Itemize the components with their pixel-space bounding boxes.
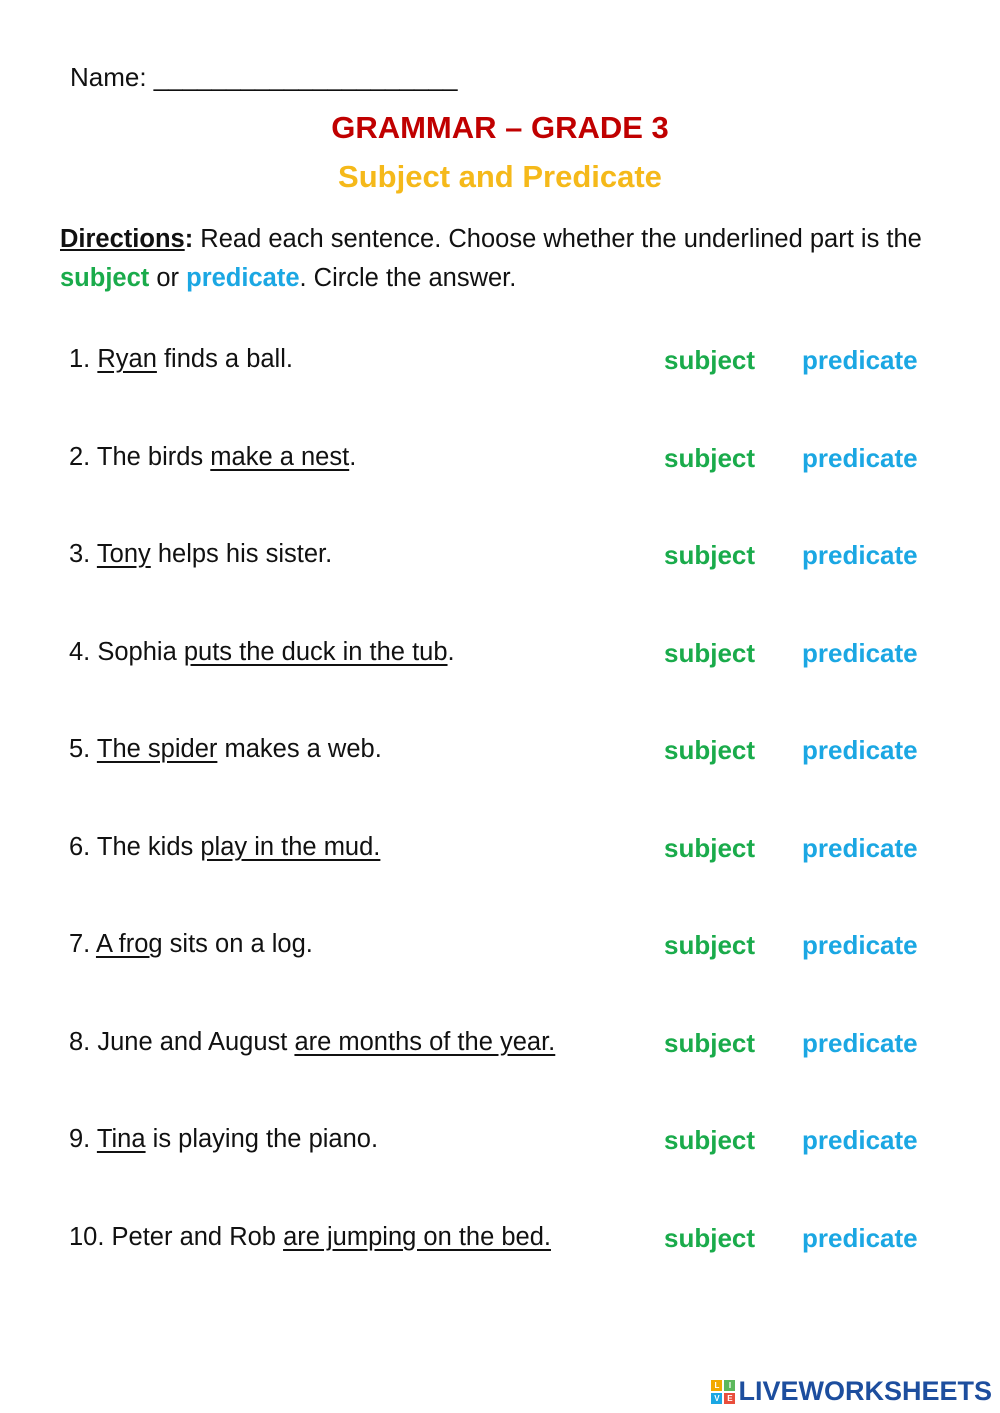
question-sentence xyxy=(69,540,332,569)
underlined-part: Tony xyxy=(96,540,151,568)
predicate-option[interactable]: predicate xyxy=(802,1223,918,1253)
predicate-option[interactable]: predicate xyxy=(802,833,918,863)
sentence-start: 2. The birds xyxy=(69,443,211,471)
question-row xyxy=(0,833,1000,873)
sentence-start: 7. xyxy=(69,930,96,958)
question-row xyxy=(0,1223,1000,1263)
sentence-end: finds a ball. xyxy=(156,345,293,373)
sentence-start: 4. Sophia xyxy=(69,638,184,666)
question-sentence xyxy=(69,1125,378,1154)
question-sentence xyxy=(69,930,313,959)
underlined-part: Tina xyxy=(96,1125,146,1153)
question-sentence xyxy=(69,443,356,472)
underlined-part: puts the duck in the tub xyxy=(183,638,448,666)
sentence-end: helps his sister. xyxy=(150,540,333,568)
question-sentence xyxy=(69,1223,551,1252)
directions-text-2: . Circle the answer. xyxy=(299,264,517,292)
sentence-start: 6. The kids xyxy=(69,833,201,861)
directions xyxy=(60,220,960,298)
subject-option[interactable]: subject xyxy=(664,930,756,960)
logo-icon xyxy=(711,1380,735,1404)
question-sentence xyxy=(69,1028,555,1057)
sentence-start: 3. xyxy=(69,540,97,568)
question-row xyxy=(0,345,1000,385)
underlined-part: The spider xyxy=(96,735,218,763)
question-row xyxy=(0,1028,1000,1068)
predicate-option[interactable]: predicate xyxy=(802,1125,918,1155)
sentence-start: 8. June and August xyxy=(69,1028,295,1056)
predicate-option[interactable]: predicate xyxy=(802,1028,918,1058)
sentence-start: 1. xyxy=(69,345,98,373)
directions-text-1: Read each sentence. Choose whether the underlined part is the xyxy=(193,225,922,253)
question-row xyxy=(0,540,1000,580)
sentence-end: . xyxy=(349,443,357,471)
directions-colon: : xyxy=(184,225,194,253)
directions-subject-word: subject xyxy=(60,264,150,292)
sentence-start: 9. xyxy=(69,1125,97,1153)
logo-letter: I xyxy=(724,1380,735,1391)
sentence-start: 10. Peter and Rob xyxy=(69,1223,284,1251)
sentence-end: sits on a log. xyxy=(162,930,313,958)
logo-text: LIVEWORKSHEETS xyxy=(738,1376,992,1406)
logo-letter: L xyxy=(711,1380,722,1391)
subject-option[interactable]: subject xyxy=(664,1223,756,1253)
liveworksheets-logo xyxy=(711,1376,992,1407)
predicate-option[interactable]: predicate xyxy=(802,638,918,668)
predicate-option[interactable]: predicate xyxy=(802,345,918,375)
question-row xyxy=(0,930,1000,970)
underlined-part: play in the mud. xyxy=(200,833,381,861)
sentence-start: 5. xyxy=(69,735,97,763)
subject-option[interactable]: subject xyxy=(664,540,756,570)
question-sentence xyxy=(69,638,455,667)
question-row xyxy=(0,735,1000,775)
predicate-option[interactable]: predicate xyxy=(802,443,918,473)
underlined-part: make a nest xyxy=(210,443,350,471)
worksheet-title: GRAMMAR – GRADE 3 xyxy=(331,110,669,145)
name-field: Name: _____________________ xyxy=(70,62,458,92)
subject-option[interactable]: subject xyxy=(664,345,756,375)
question-sentence xyxy=(69,735,382,764)
directions-predicate-word: predicate xyxy=(186,264,300,292)
subject-option[interactable]: subject xyxy=(664,1028,756,1058)
question-row xyxy=(0,1125,1000,1165)
logo-letter: E xyxy=(724,1393,735,1404)
predicate-option[interactable]: predicate xyxy=(802,735,918,765)
underlined-part: Ryan xyxy=(97,345,157,373)
question-sentence xyxy=(69,345,293,374)
question-row xyxy=(0,638,1000,678)
directions-label: Directions xyxy=(60,225,185,253)
directions-or-word: or xyxy=(149,264,187,292)
worksheet-subtitle: Subject and Predicate xyxy=(338,159,662,194)
predicate-option[interactable]: predicate xyxy=(802,930,918,960)
question-sentence xyxy=(69,833,380,862)
underlined-part: A frog xyxy=(95,930,163,958)
subject-option[interactable]: subject xyxy=(664,638,756,668)
sentence-end: makes a web. xyxy=(217,735,382,763)
question-row xyxy=(0,443,1000,483)
subject-option[interactable]: subject xyxy=(664,443,756,473)
subject-option[interactable]: subject xyxy=(664,1125,756,1155)
underlined-part: are months of the year. xyxy=(294,1028,556,1056)
logo-letter: V xyxy=(711,1393,722,1404)
sentence-end: is playing the piano. xyxy=(145,1125,379,1153)
subject-option[interactable]: subject xyxy=(664,735,756,765)
underlined-part: are jumping on the bed. xyxy=(283,1223,551,1251)
predicate-option[interactable]: predicate xyxy=(802,540,918,570)
sentence-end: . xyxy=(447,638,455,666)
subject-option[interactable]: subject xyxy=(664,833,756,863)
